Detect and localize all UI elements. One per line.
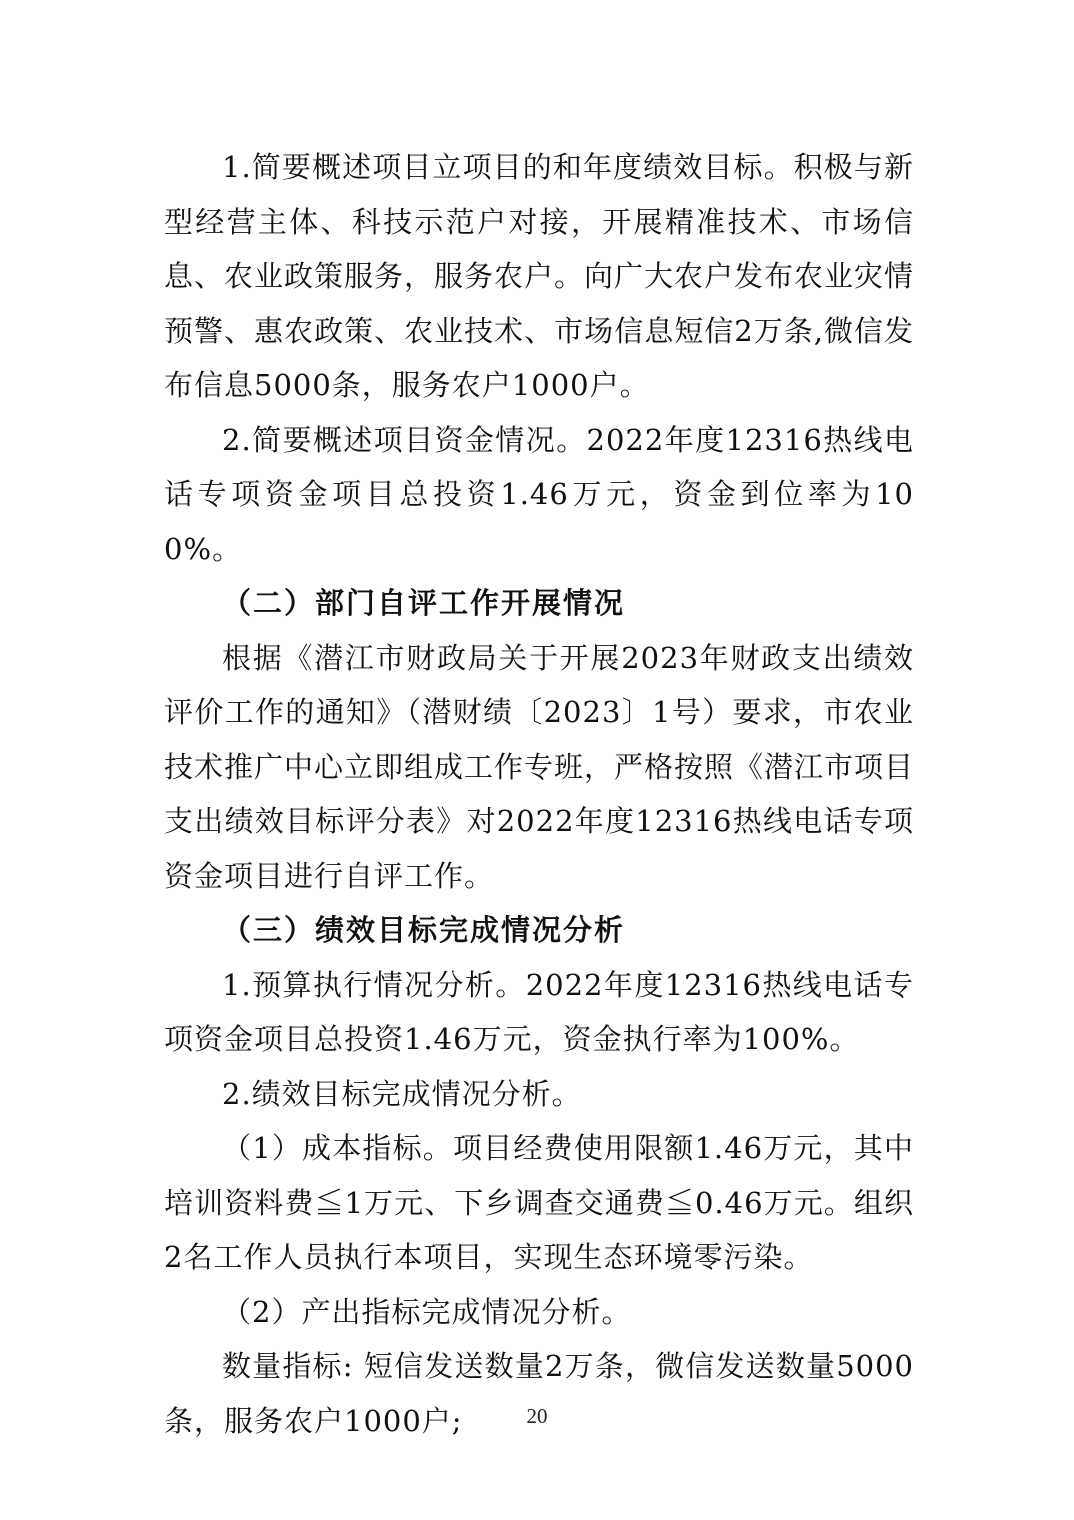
paragraph-self-evaluation: 根据《潜江市财政局关于开展2023年财政支出绩效评价工作的通知》（潜财绩〔2023〕1号）要求，市农业技术推广中心立即组成工作专班，严格按照《潜江市项目支出绩效目标评分表》对2022年度12316热线电话专项资金项目进行自评工作。 [164, 640, 915, 893]
paragraph-project-funds: 2.简要概述项目资金情况。2022年度12316热线电话专项资金项目总投资1.46万元，资金到位率为100%。 [164, 422, 914, 566]
paragraph-goal-completion: 2.绩效目标完成情况分析。 [222, 1076, 582, 1111]
section-heading-self-evaluation: （二）部门自评工作开展情况 [222, 586, 626, 620]
section-heading-goal-analysis: （三）绩效目标完成情况分析 [222, 913, 626, 947]
paragraph-quantity-indicators: 数量指标: 短信发送数量2万条，微信发送数量5000条，服务农户1000户; [164, 1349, 914, 1438]
document-body [164, 140, 914, 1448]
paragraph-output-indicators: （2）产出指标完成情况分析。 [222, 1294, 632, 1329]
page-number: 20 [526, 1404, 548, 1428]
paragraph-budget-execution: 1.预算执行情况分析。2022年度12316热线电话专项资金项目总投资1.46万元，资金执行率为100%。 [164, 967, 914, 1056]
paragraph-project-goals: 1.简要概述项目立项目的和年度绩效目标。积极与新型经营主体、科技示范户对接，开展精准技术、市场信息、农业政策服务，服务农户。向广大农户发布农业灾情预警、惠农政策、农业技术、市场信息短信2万条,微信发布信息5000条，服务农户1000户。 [164, 150, 915, 402]
paragraph-cost-indicators: （1）成本指标。项目经费使用限额1.46万元，其中培训资料费≦1万元、下乡调查交通费≦0.46万元。组织2名工作人员执行本项目，实现生态环境零污染。 [164, 1131, 914, 1274]
